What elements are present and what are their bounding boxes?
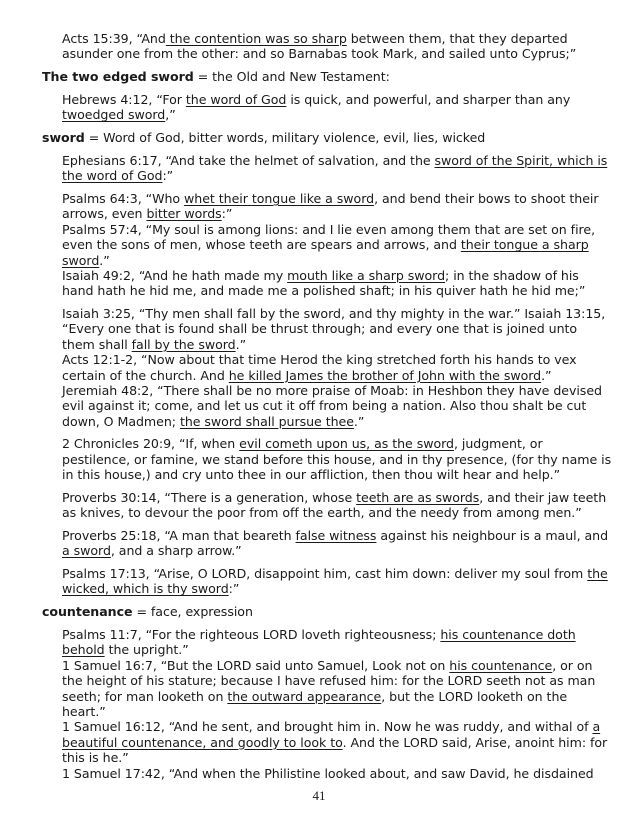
scripture-verse [62,719,612,765]
scripture-verse [62,222,612,268]
underlined-phrase: evil cometh upon us, as the sword [239,436,454,452]
verse-text: , and their jaw teeth as knives, to devour the poor from off the earth, and the needy from among men.” [62,489,607,521]
verse-text: ,” [165,107,176,123]
term-meaning: = Word of God, bitter words, military violence, evil, lies, wicked [84,130,486,146]
underlined-phrase: a beautiful countenance, and goodly to look to [62,719,601,750]
underlined-phrase: a sword [62,543,111,559]
verse-text: , judgment, or pestilence, or famine, we stand before this house, and in thy presence, (for thy name is in this house,) and cry unto thee in our affliction, then thou wilt hear and help.” [62,436,612,483]
scripture-verse [62,490,612,521]
verse-text: 1 Samuel 17:42, “And when the Philistine looked about, and saw David, he disdained [62,765,594,781]
verse-text: is quick, and powerful, and sharper than any [286,92,571,107]
verse-text: the upright.” [104,642,189,658]
verse-text: .” [99,252,110,268]
verse-text: Acts 15:39, “And [62,31,166,46]
document-page [42,31,612,788]
verse-text: Isaiah 49:2, “And he hath made my [62,268,288,284]
verse-text: .” [541,367,552,383]
verse-text: , and a sharp arrow.” [110,543,242,559]
verse-text: :” [228,581,240,597]
verse-text: between them, that they departed asunder one from the other: and so Barnabas took Mark, and sailed unto Cyprus;” [62,31,577,62]
underlined-phrase: mouth like a sharp sword [287,268,446,284]
scripture-verse [62,528,612,559]
scripture-verse [62,383,612,429]
verse-text: Psalms 11:7, “For the righteous LORD loveth righteousness; [62,626,441,642]
term-heading: countenance [42,604,133,620]
verse-text: , but the LORD looketh on the heart.” [62,688,568,719]
verse-group [42,92,612,123]
verse-text: 2 Chronicles 20:9, “If, when [62,436,240,452]
verse-text: , or on the height of his stature; because I have refused him: for the LORD seeth not as man seeth; for man looketh on [62,657,596,704]
verse-text: Psalms 57:4, “My soul is among lions: and I lie even among them that are set on fire, even the sons of men, whose teeth are spears and arrows, and [62,221,596,253]
scripture-verse [62,566,612,597]
term-meaning: = the Old and New Testament: [193,69,390,85]
underlined-phrase: the word of God [185,92,287,107]
underlined-phrase: twoedged sword [62,107,166,123]
scripture-verse [62,306,612,352]
term-meaning: = face, expression [132,604,253,620]
scripture-verse [62,268,612,299]
verse-text: Proverbs 25:18, “A man that beareth [62,527,296,543]
scripture-verse [62,92,612,123]
underlined-phrase: their tongue a sharp sword [62,237,589,268]
underlined-phrase: whet their tongue like a sword [184,191,375,206]
scripture-verse [62,436,612,482]
verse-text: . And the LORD said, Arise, anoint him: for this is he.” [62,734,608,766]
underlined-phrase: teeth are as swords [356,489,480,505]
underlined-phrase: his countenance [449,657,553,673]
verse-block [42,31,612,62]
term-definition [42,130,612,145]
scripture-verse [62,627,612,658]
underlined-phrase: the wicked, which is thy sword [62,565,608,597]
page-number: 41 [312,788,326,803]
underlined-phrase: the sword shall pursue thee [179,413,354,429]
underlined-phrase: bitter words [146,206,222,222]
verse-text: :” [162,168,174,184]
scripture-verse [62,191,612,222]
verse-text: :” [221,206,233,222]
verse-text: Psalms 64:3, “Who [62,191,185,206]
scripture-verse [62,658,612,720]
verse-text: 1 Samuel 16:7, “But the LORD said unto Samuel, Look not on [62,657,450,673]
underlined-phrase: sword of the Spirit, which is the word of God [62,153,608,184]
underlined-phrase: the contention was so sharp [165,31,347,46]
term-definition [42,69,612,84]
underlined-phrase: fall by the sword [131,336,236,352]
verse-text: Jeremiah 48:2, “There shall be no more praise of Moab: in Heshbon they have devised evil against it; come, and let us cut it off from being a nation. Also thou shalt be cut down, O Madmen; [62,383,602,429]
term-heading: The two edged sword [42,69,194,85]
verse-text: ; in the shadow of his hand hath he hid me, and made me a polished shaft; in his quiver hath he hid me;” [62,268,586,299]
underlined-phrase: false witness [295,527,377,543]
verse-text: Proverbs 30:14, “There is a generation, whose [62,489,357,505]
verse-text: against his neighbour is a maul, and [376,527,609,543]
scripture-verse [62,352,612,383]
scripture-verse [62,766,612,781]
underlined-phrase: the outward appearance [227,688,382,704]
scripture-verse [62,31,612,62]
verse-text: .” [235,336,247,352]
scripture-verse [62,153,612,184]
term-definition [42,604,612,619]
verse-text: Acts 12:1-2, “Now about that time Herod the king stretched forth his hands to vex certain of the church. And [62,352,577,383]
term-heading: sword [42,130,85,146]
verse-group [42,627,612,781]
verse-text: Psalms 17:13, “Arise, O LORD, disappoint him, cast him down: deliver my soul from [62,565,588,581]
verse-text: Hebrews 4:12, “For [62,92,186,107]
verse-text: 1 Samuel 16:12, “And he sent, and brought him in. Now he was ruddy, and withal of [62,719,593,735]
verse-text: Ephesians 6:17, “And take the helmet of salvation, and the [62,153,435,168]
underlined-phrase: he killed James the brother of John with the sword [228,367,542,383]
verse-text: Isaiah 3:25, “Thy men shall fall by the sword, and thy mighty in the war.” Isaiah 13:15, “Every one that is found shall be thrust through; and every one that is joined unto them shall [62,306,606,352]
verse-text: , and bend their bows to shoot their arrows, even [62,191,599,222]
verse-group [42,153,612,597]
verse-text: .” [353,413,365,429]
underlined-phrase: his countenance doth behold [62,626,576,658]
